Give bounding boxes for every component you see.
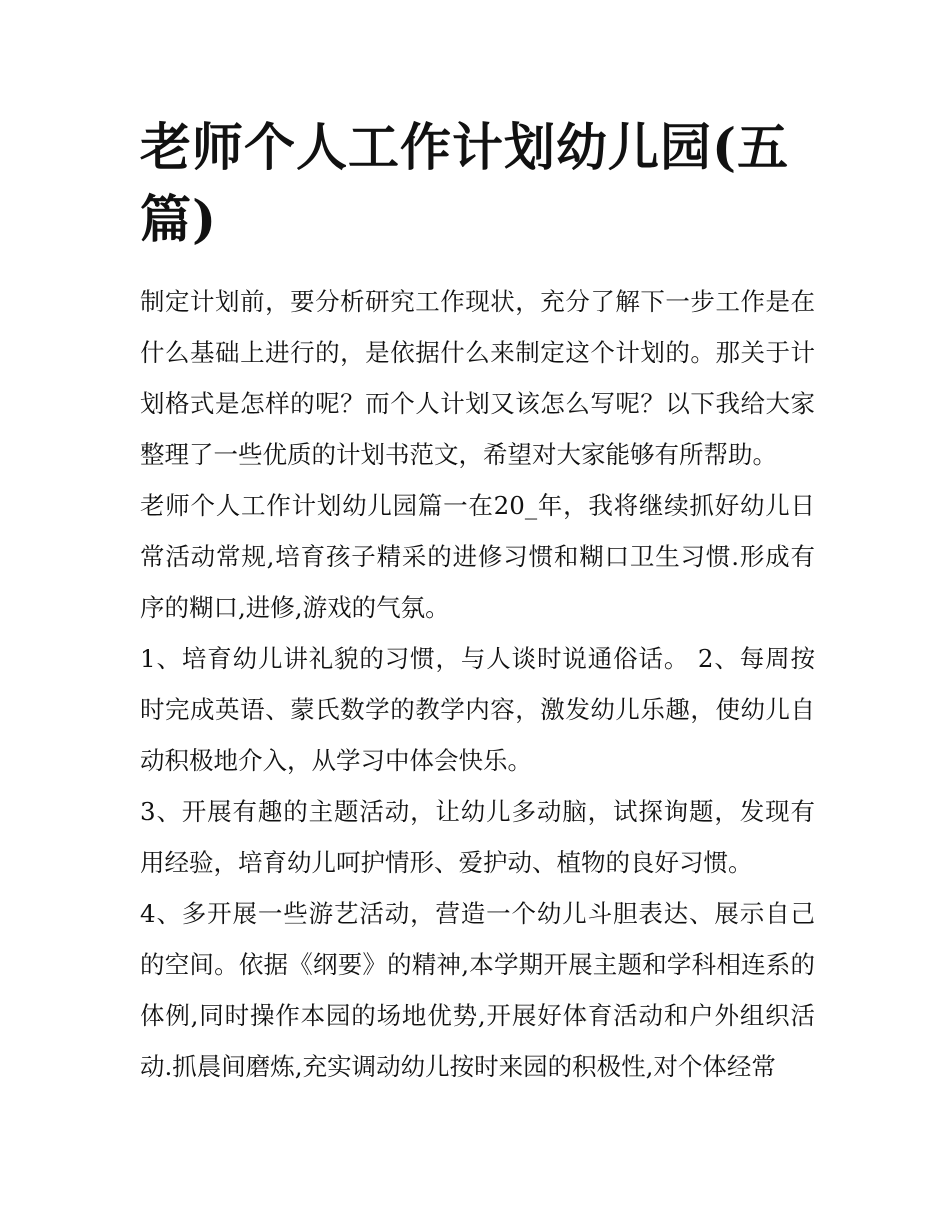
document-title: 老师个人工作计划幼儿园(五篇) — [140, 118, 790, 250]
section-one-paragraph: 老师个人工作计划幼儿园篇一在20_年，我将继续抓好幼儿日常活动常规,培育孩子精采的进修习惯和糊口卫生习惯.形成有序的糊口,进修,游戏的气氛。 — [140, 491, 815, 622]
item-3-paragraph: 3、开展有趣的主题活动，让幼儿多动脑，试探询题，发现有用经验，培育幼儿呵护情形、爱护动、植物的良好习惯。 — [140, 797, 815, 877]
item-1-2-paragraph: 1、培育幼儿讲礼貌的习惯，与人谈时说通俗话。 2、每周按时完成英语、蒙氏数学的教学内容，激发幼儿乐趣，使幼儿自动积极地介入，从学习中体会快乐。 — [140, 644, 815, 775]
item-4-paragraph: 4、多开展一些游艺活动，营造一个幼儿斗胆表达、展示自己的空间。依据《纲要》的精神,本学期开展主题和学科相连系的体例,同时操作本园的场地优势,开展好体育活动和户外组织活动.抓晨间磨炼,充实调动幼儿按时来园的积极性,对个体经常 — [140, 899, 815, 1081]
document-body — [140, 276, 815, 1092]
intro-paragraph: 制定计划前，要分析研究工作现状，充分了解下一步工作是在什么基础上进行的，是依据什么来制定这个计划的。那关于计划格式是怎样的呢？而个人计划又该怎么写呢？以下我给大家整理了一些优质的计划书范文，希望对大家能够有所帮助。 — [140, 287, 815, 469]
